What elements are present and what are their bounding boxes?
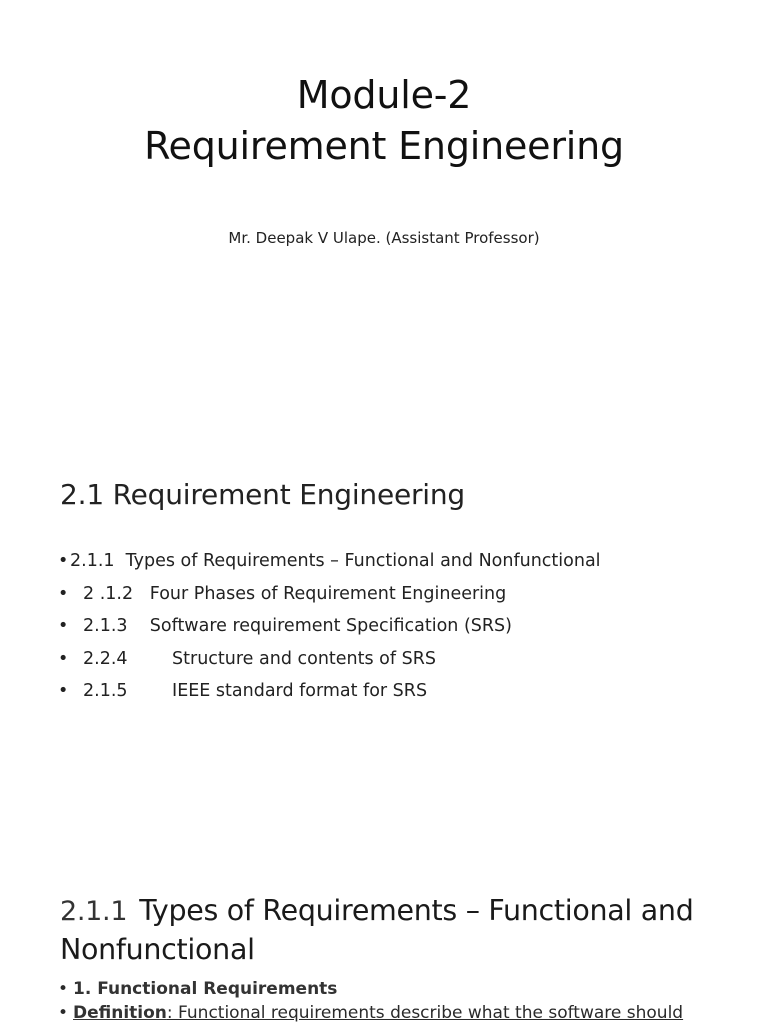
- list-item: [58, 679, 601, 712]
- list-item-text: 2.1.1 Types of Requirements – Functional and Nonfunctional: [70, 551, 601, 571]
- bullet-icon: •: [58, 1003, 69, 1023]
- list-item: [58, 1001, 738, 1025]
- list-item-text: 2.1.5 IEEE standard format for SRS: [83, 681, 428, 701]
- list-item: [58, 647, 601, 680]
- list-item-text: 2.1.3 Software requirement Specification (SRS): [83, 616, 512, 636]
- bullet-icon: •: [58, 616, 69, 636]
- list-item: [58, 977, 738, 1001]
- bullet-icon: •: [58, 551, 69, 571]
- contents-heading: 2.1 Requirement Engineering: [60, 478, 466, 511]
- types-list: [58, 977, 738, 1025]
- list-item-text: 1. Functional Requirements: [73, 979, 338, 999]
- list-item-text: 2 .1.2 Four Phases of Requirement Engineering: [83, 583, 507, 604]
- slide-title-topic: Requirement Engineering: [144, 124, 624, 168]
- bullet-icon: •: [58, 979, 69, 999]
- definition-label: Definition: [73, 1003, 167, 1023]
- bullet-icon: •: [58, 681, 69, 701]
- list-item: [58, 582, 601, 615]
- bullet-icon: •: [58, 648, 69, 669]
- list-item-text: 2.2.4 Structure and contents of SRS: [83, 648, 436, 669]
- types-heading: [60, 892, 740, 969]
- contents-list: [58, 549, 601, 712]
- author-credit: Mr. Deepak V Ulape. (Assistant Professor): [228, 229, 540, 247]
- section-number: 2.1.1: [60, 896, 128, 927]
- section-title: Types of Requirements – Functional and Nonfunctional: [60, 894, 694, 966]
- slide-title-module: Module-2: [296, 73, 472, 117]
- list-item: [58, 614, 601, 647]
- bullet-icon: •: [58, 583, 69, 604]
- definition-text: : Functional requirements describe what the software should: [166, 1003, 684, 1023]
- title-slide: [0, 0, 768, 430]
- list-item: [58, 549, 601, 582]
